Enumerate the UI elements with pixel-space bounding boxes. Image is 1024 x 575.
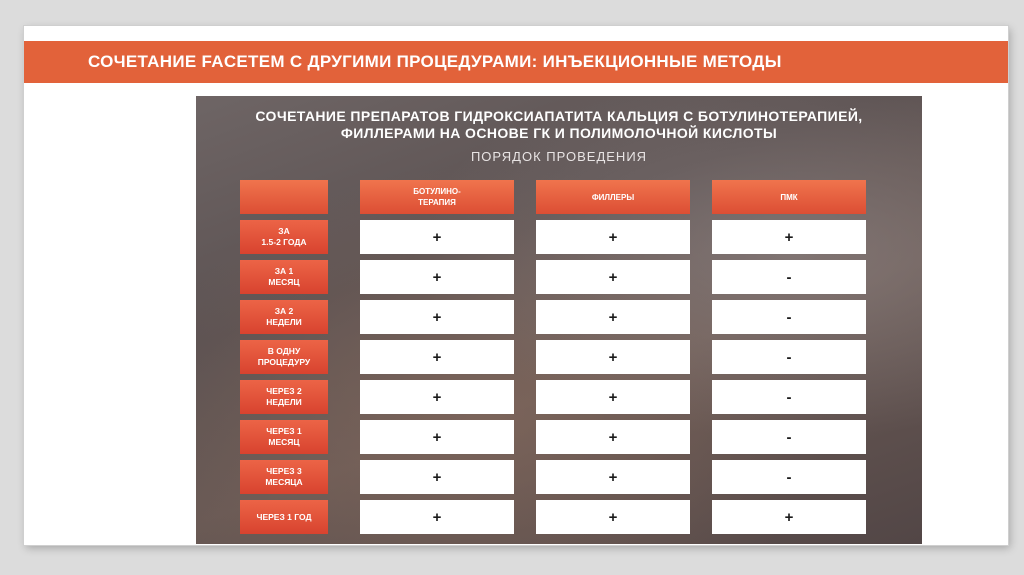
row-label: ЗА 1 МЕСЯЦ	[240, 260, 328, 294]
table-cell: +	[712, 220, 866, 254]
row-label: ЗА 1.5-2 ГОДА	[240, 220, 328, 254]
slide	[24, 26, 1008, 545]
panel-title-line-2: ФИЛЛЕРАМИ НА ОСНОВЕ ГК И ПОЛИМОЛОЧНОЙ КИСЛОТЫ	[340, 125, 778, 141]
row-label: ЧЕРЕЗ 1 ГОД	[240, 500, 328, 534]
column-header-pmk: ПМК	[712, 180, 866, 214]
row-label: В ОДНУ ПРОЦЕДУРУ	[240, 340, 328, 374]
slide-title: СОЧЕТАНИЕ FACETEM С ДРУГИМИ ПРОЦЕДУРАМИ: ИНЪЕКЦИОННЫЕ МЕТОДЫ	[88, 52, 782, 71]
table-cell: -	[712, 460, 866, 494]
table-cell: +	[360, 220, 514, 254]
table-cell: -	[712, 420, 866, 454]
table-cell: +	[536, 220, 690, 254]
table-cell: +	[360, 300, 514, 334]
panel-title-line-1: СОЧЕТАНИЕ ПРЕПАРАТОВ ГИДРОКСИАПАТИТА КАЛЬЦИЯ С БОТУЛИНОТЕРАПИЕЙ,	[255, 108, 863, 124]
table-cell: +	[536, 460, 690, 494]
panel-title	[196, 108, 922, 142]
table-cell: -	[712, 260, 866, 294]
row-label: ЧЕРЕЗ 3 МЕСЯЦА	[240, 460, 328, 494]
table-cell: +	[712, 500, 866, 534]
table-cell: -	[712, 380, 866, 414]
table-cell: +	[360, 380, 514, 414]
table-cell: +	[360, 260, 514, 294]
table-cell: +	[536, 380, 690, 414]
column-header-fillers: ФИЛЛЕРЫ	[536, 180, 690, 214]
row-label: ЧЕРЕЗ 2 НЕДЕЛИ	[240, 380, 328, 414]
table-corner-cell	[240, 180, 328, 214]
table-cell: +	[360, 460, 514, 494]
table-cell: +	[536, 300, 690, 334]
table-cell: +	[360, 340, 514, 374]
table-cell: +	[536, 340, 690, 374]
panel-subtitle: ПОРЯДОК ПРОВЕДЕНИЯ	[470, 149, 648, 164]
table-cell: +	[536, 420, 690, 454]
table-cell: -	[712, 300, 866, 334]
table-cell: +	[360, 420, 514, 454]
table-cell: +	[536, 500, 690, 534]
slide-title-bar	[24, 41, 1008, 83]
table-cell: -	[712, 340, 866, 374]
table-cell: +	[360, 500, 514, 534]
row-label: ЧЕРЕЗ 1 МЕСЯЦ	[240, 420, 328, 454]
column-header-botulinum: БОТУЛИНО- ТЕРАПИЯ	[360, 180, 514, 214]
table-cell: +	[536, 260, 690, 294]
row-label: ЗА 2 НЕДЕЛИ	[240, 300, 328, 334]
content-image-panel	[196, 96, 922, 544]
